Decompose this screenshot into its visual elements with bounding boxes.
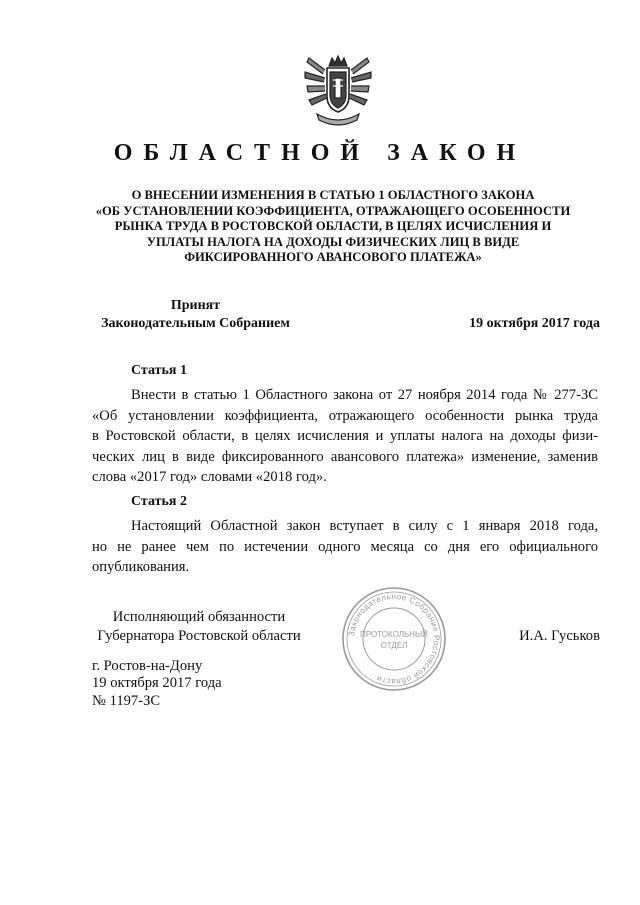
- signer-position: [92, 608, 306, 645]
- law-subtitle: [70, 188, 596, 266]
- svg-text:Законодательное Собрание Росто: Законодательное Собрание Ростовской области: [347, 591, 442, 687]
- subtitle-line: УПЛАТЫ НАЛОГА НА ДОХОДЫ ФИЗИЧЕСКИХ ЛИЦ В ВИДЕ: [146, 234, 520, 249]
- article-1-line: «Об установлении коэффициента, отражающего особенности рынка труда: [92, 407, 598, 424]
- official-seal-stamp: [340, 585, 448, 693]
- article-1-line: ческих лиц в виде фиксированного авансового платежа» изменение, заменив: [92, 448, 598, 465]
- article-1-line: Внести в статью 1 Областного закона от 27 ноября 2014 года № 277-ЗС: [131, 387, 598, 403]
- adopted-label-line: Законодательным Собранием: [101, 316, 290, 331]
- svg-text:ПРОТОКОЛЬНЫЙ: ПРОТОКОЛЬНЫЙ: [360, 630, 428, 639]
- signer-name: И.А. Гуськов: [519, 628, 600, 644]
- document-footer: [92, 658, 222, 710]
- article-2-line: опубликования.: [92, 559, 190, 576]
- signer-position-line: Губернатора Ростовской области: [97, 627, 301, 644]
- subtitle-line: О ВНЕСЕНИИ ИЗМЕНЕНИЯ В СТАТЬЮ 1 ОБЛАСТНОГО ЗАКОНА: [131, 188, 535, 202]
- article-1-line: в Ростовской области, в целях исчисления и уплаты налога на доходы физи-: [92, 428, 598, 445]
- article-2-heading: Статья 2: [131, 494, 187, 509]
- article-2-line: Настоящий Областной закон вступает в силу с 1 января 2018 года,: [131, 518, 598, 534]
- article-1-line: слова «2017 год» словами «2018 год».: [92, 469, 327, 486]
- adopted-label-line: Принят: [170, 298, 221, 313]
- adopted-by-label: [92, 297, 299, 333]
- article-1-text: [92, 385, 598, 488]
- footer-number: № 1197-ЗС: [92, 692, 161, 709]
- adopted-date: 19 октября 2017 года: [469, 316, 600, 331]
- footer-date: 19 октября 2017 года: [92, 675, 222, 692]
- document-title: ОБЛАСТНОЙ ЗАКОН: [113, 140, 527, 166]
- article-1-heading: Статья 1: [131, 363, 187, 378]
- subtitle-line: РЫНКА ТРУДА В РОСТОВСКОЙ ОБЛАСТИ, В ЦЕЛЯХ ИСЧИСЛЕНИЯ И: [114, 219, 552, 234]
- subtitle-line: «ОБ УСТАНОВЛЕНИИ КОЭФФИЦИЕНТА, ОТРАЖАЮЩЕГО ОСОБЕННОСТИ: [95, 203, 571, 218]
- subtitle-line: ФИКСИРОВАННОГО АВАНСОВОГО ПЛАТЕЖА»: [184, 250, 482, 265]
- coat-of-arms-icon: [299, 52, 377, 130]
- svg-text:ОТДЕЛ: ОТДЕЛ: [380, 641, 408, 650]
- signer-position-line: Исполняющий обязанности: [112, 609, 286, 625]
- article-2-text: [92, 516, 598, 578]
- article-2-line: но не ранее чем по истечении одного месяца со дня его официального: [92, 538, 598, 555]
- footer-city: г. Ростов-на-Дону: [92, 658, 203, 674]
